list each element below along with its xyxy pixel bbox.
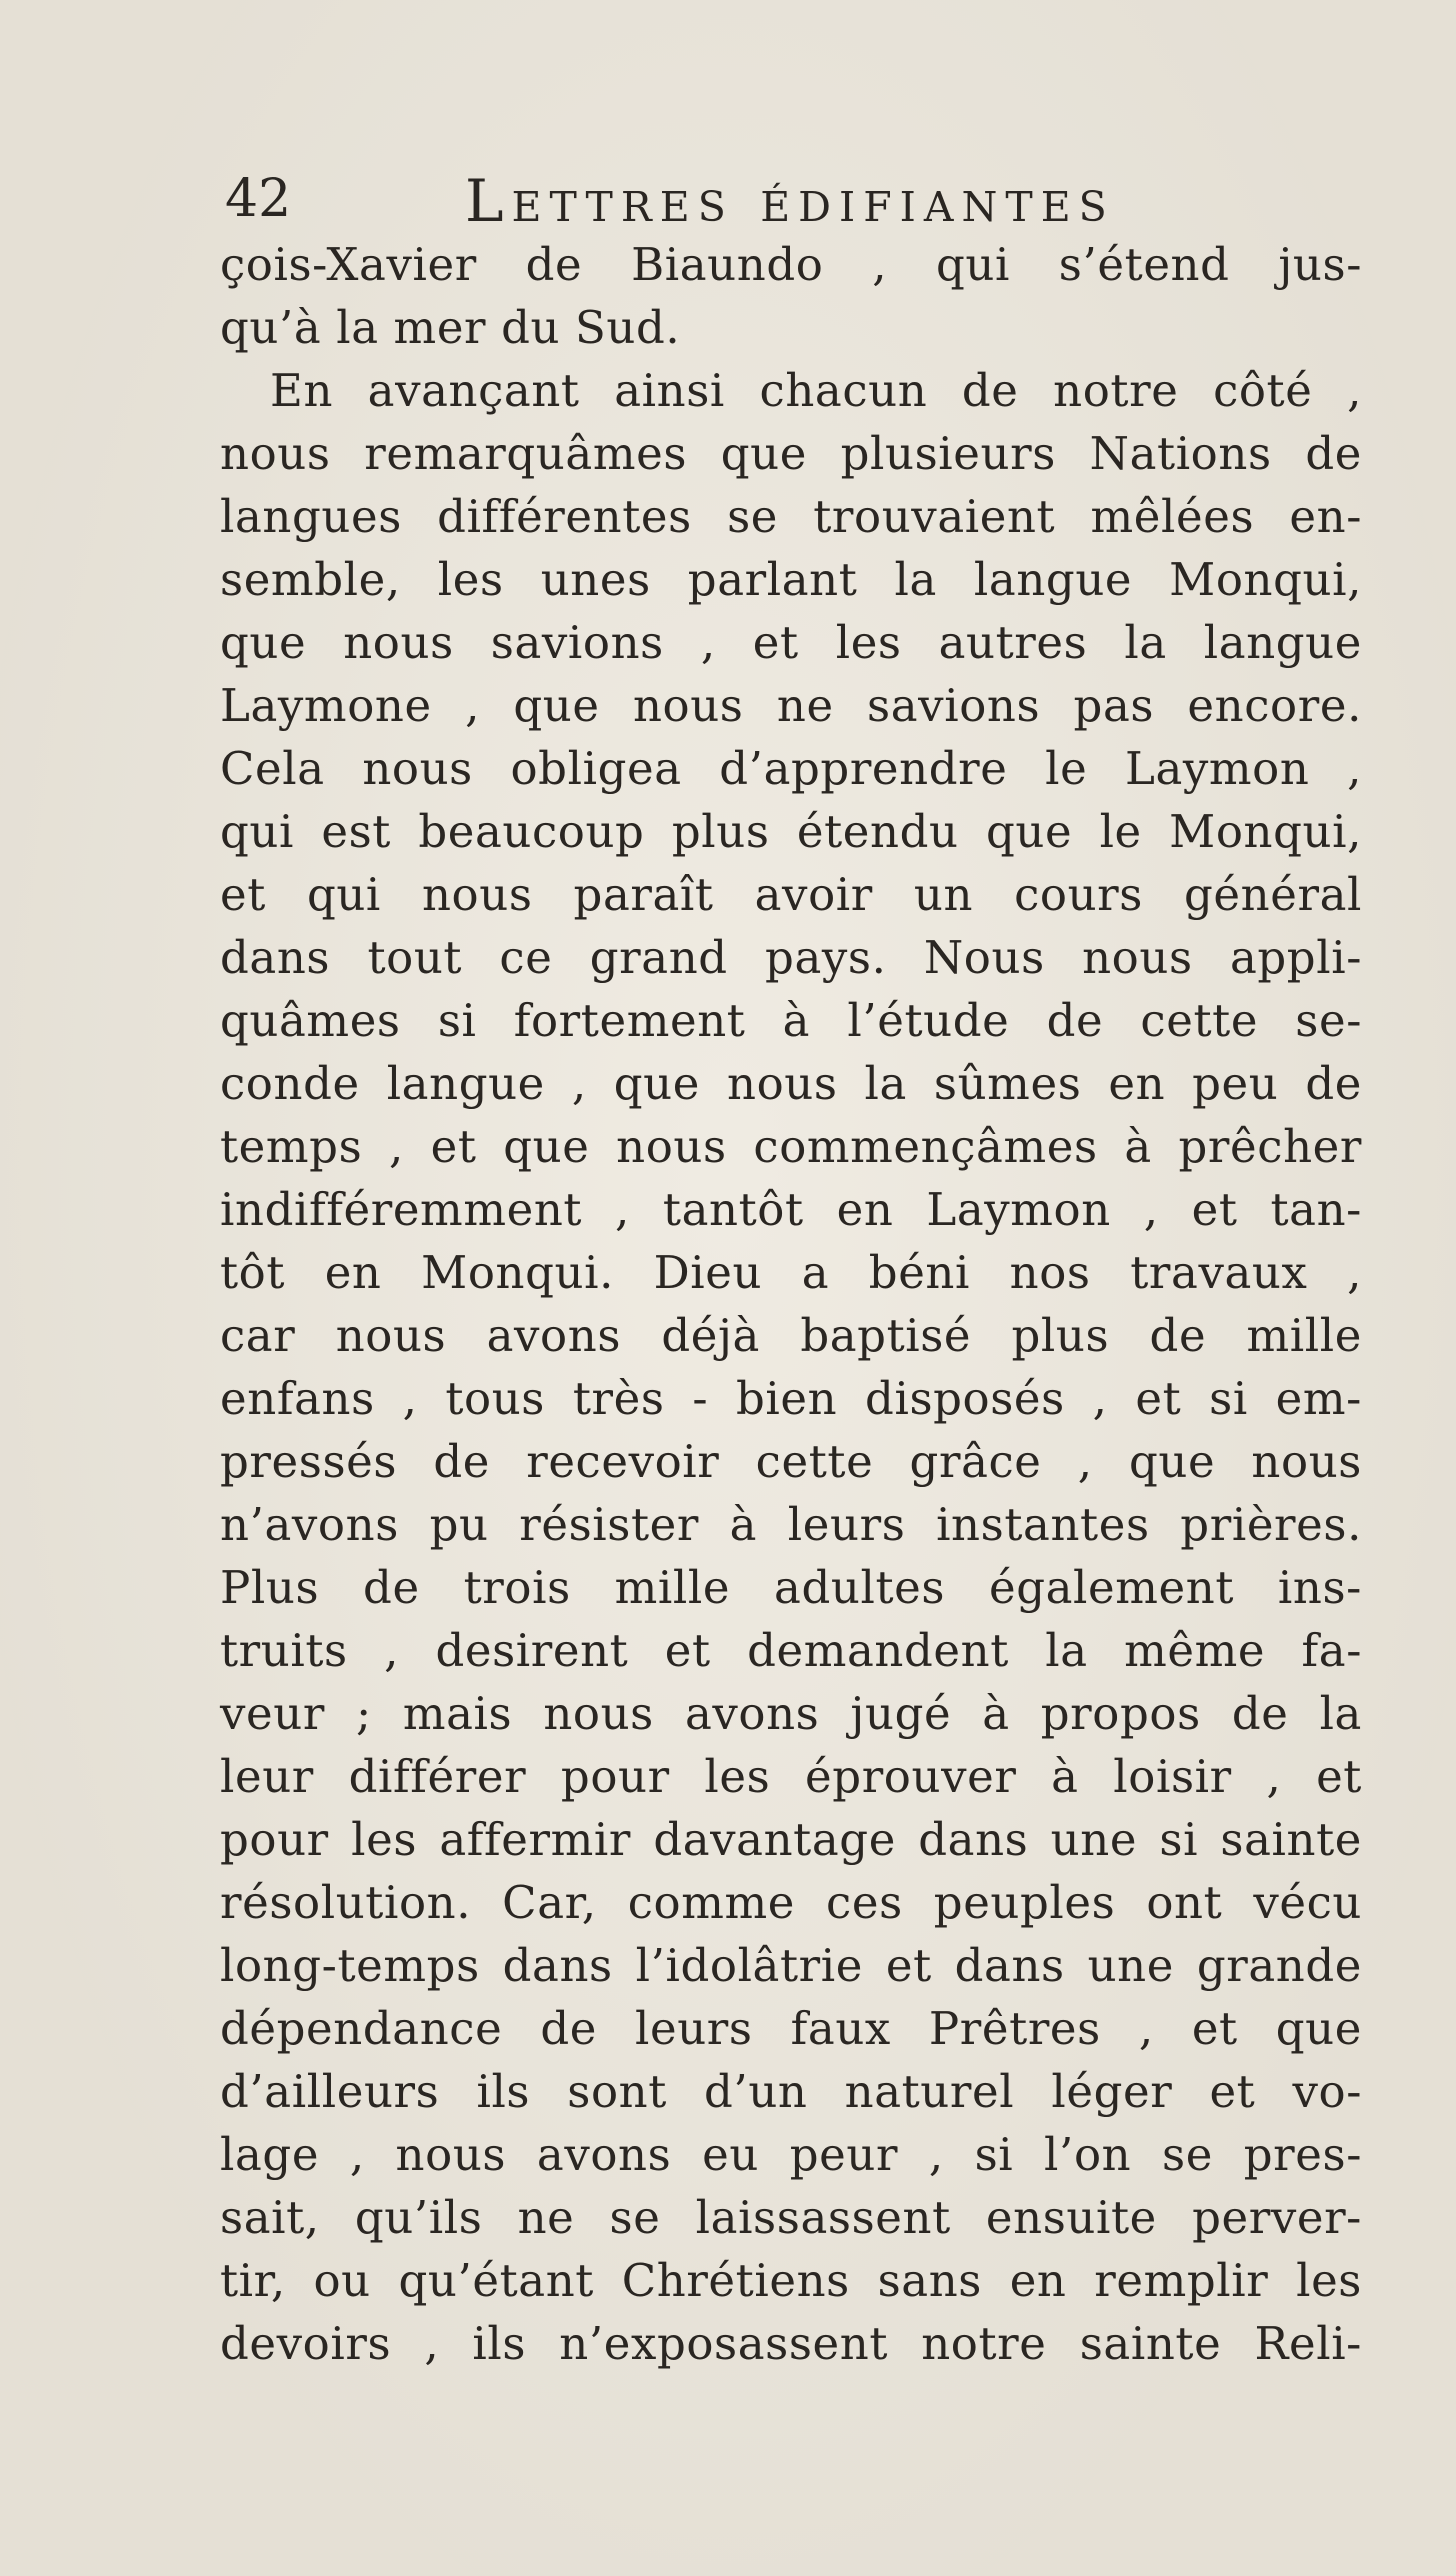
- text-line: Laymone , que nous ne savions pas encore.: [220, 679, 1362, 732]
- text-line: Plus de trois mille adultes également ins-: [220, 1561, 1362, 1614]
- page-header: [225, 164, 1245, 234]
- text-line: Cela nous obligea d’apprendre le Laymon ,: [220, 742, 1362, 795]
- text-line: veur ; mais nous avons jugé à propos de la: [220, 1687, 1362, 1740]
- text-line: dépendance de leurs faux Prêtres , et que: [220, 2002, 1362, 2055]
- text-line: pressés de recevoir cette grâce , que nous: [220, 1435, 1362, 1488]
- text-line: qu’à la mer du Sud.: [220, 301, 681, 354]
- text-line: lage , nous avons eu peur , si l’on se pres-: [220, 2128, 1362, 2181]
- text-line: leur différer pour les éprouver à loisir , et: [220, 1750, 1362, 1803]
- text-line: truits , desirent et demandent la même fa-: [220, 1624, 1362, 1677]
- text-line: temps , et que nous commençâmes à prêcher: [220, 1120, 1362, 1173]
- text-line: qui est beaucoup plus étendu que le Monqui,: [220, 805, 1362, 858]
- text-line: langues différentes se trouvaient mêlées en-: [220, 490, 1362, 543]
- text-line: En avançant ainsi chacun de notre côté ,: [270, 364, 1362, 417]
- text-line: résolution. Car, comme ces peuples ont vécu: [220, 1876, 1362, 1929]
- text-line: car nous avons déjà baptisé plus de mille: [220, 1309, 1362, 1362]
- text-line: çois-Xavier de Biaundo , qui s’étend jus-: [220, 238, 1362, 291]
- text-line: tôt en Monqui. Dieu a béni nos travaux ,: [220, 1246, 1362, 1299]
- text-line: et qui nous paraît avoir un cours général: [220, 868, 1362, 921]
- text-line: indifféremment , tantôt en Laymon , et tan-: [220, 1183, 1362, 1236]
- text-line: semble, les unes parlant la langue Monqui,: [220, 553, 1362, 606]
- text-line: sait, qu’ils ne se laissassent ensuite perver-: [220, 2191, 1362, 2244]
- text-line: dans tout ce grand pays. Nous nous appli-: [220, 931, 1362, 984]
- text-line: long-temps dans l’idolâtrie et dans une grande: [220, 1939, 1362, 1992]
- text-line: d’ailleurs ils sont d’un naturel léger et vo-: [220, 2065, 1362, 2118]
- text-line: conde langue , que nous la sûmes en peu de: [220, 1057, 1362, 1110]
- text-line: nous remarquâmes que plusieurs Nations de: [220, 427, 1362, 480]
- body-text: [220, 233, 1362, 2375]
- text-line: n’avons pu résister à leurs instantes prières.: [220, 1498, 1362, 1551]
- text-line: tir, ou qu’étant Chrétiens sans en remplir les: [220, 2254, 1362, 2307]
- page-number: 42: [225, 169, 292, 229]
- text-line: que nous savions , et les autres la langue: [220, 616, 1362, 669]
- text-line: devoirs , ils n’exposassent notre sainte Reli-: [220, 2317, 1362, 2370]
- text-line: enfans , tous très - bien disposés , et si em-: [220, 1372, 1362, 1425]
- running-title: Lettres édifiantes: [465, 167, 1115, 235]
- text-line: quâmes si fortement à l’étude de cette se-: [220, 994, 1362, 1047]
- text-line: pour les affermir davantage dans une si sainte: [220, 1813, 1362, 1866]
